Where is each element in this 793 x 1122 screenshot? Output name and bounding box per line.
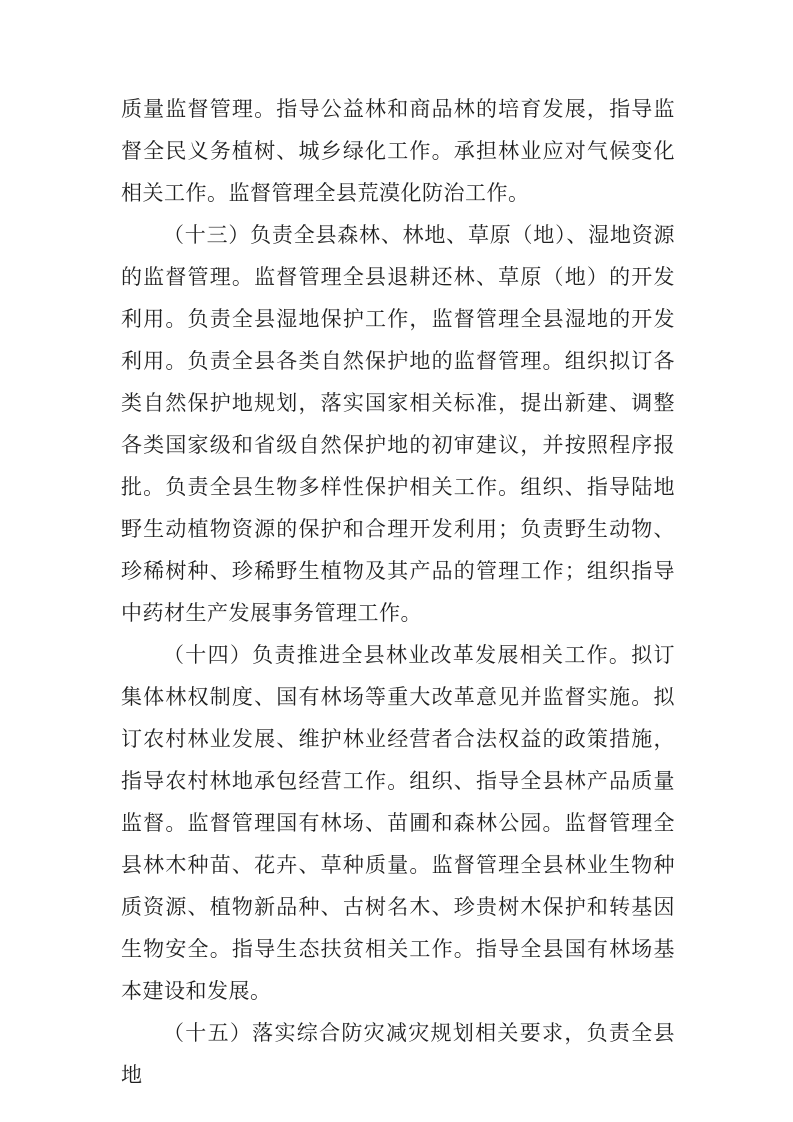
paragraph: （十三）负责全县森林、林地、草原（地）、湿地资源的监督管理。监督管理全县退耕还林、草原（地）的开发利用。负责全县湿地保护工作，监督管理全县湿地的开发利用。负责全县各类自然保护地的监督管理。组织拟订各类自然保护地规划，落实国家相关标准，提出新建、调整各类国家级和省级自然保护地的初审建议，并按照程序报批。负责全县生物多样性保护相关工作。组织、指导陆地野生动植物资源的保护和合理开发利用；负责野生动物、珍稀树种、珍稀野生植物及其产品的管理工作；组织指导中药材生产发展事务管理工作。 <box>121 223 675 625</box>
paragraph: （十五）落实综合防灾减灾规划相关要求，负责全县地 <box>121 1021 675 1087</box>
paragraph: 质量监督管理。指导公益林和商品林的培育发展，指导监督全民义务植树、城乡绿化工作。承担林业应对气候变化相关工作。监督管理全县荒漠化防治工作。 <box>121 97 675 205</box>
paragraph: （十四）负责推进全县林业改革发展相关工作。拟订集体林权制度、国有林场等重大改革意见并监督实施。拟订农村林业发展、维护林业经营者合法权益的政策措施，指导农村林地承包经营工作。组织、指导全县林产品质量监督。监督管理国有林场、苗圃和森林公园。监督管理全县林木种苗、花卉、草种质量。监督管理全县林业生物种质资源、植物新品种、古树名木、珍贵树木保护和转基因生物安全。指导生态扶贫相关工作。指导全县国有林场基本建设和发展。 <box>121 643 675 1003</box>
